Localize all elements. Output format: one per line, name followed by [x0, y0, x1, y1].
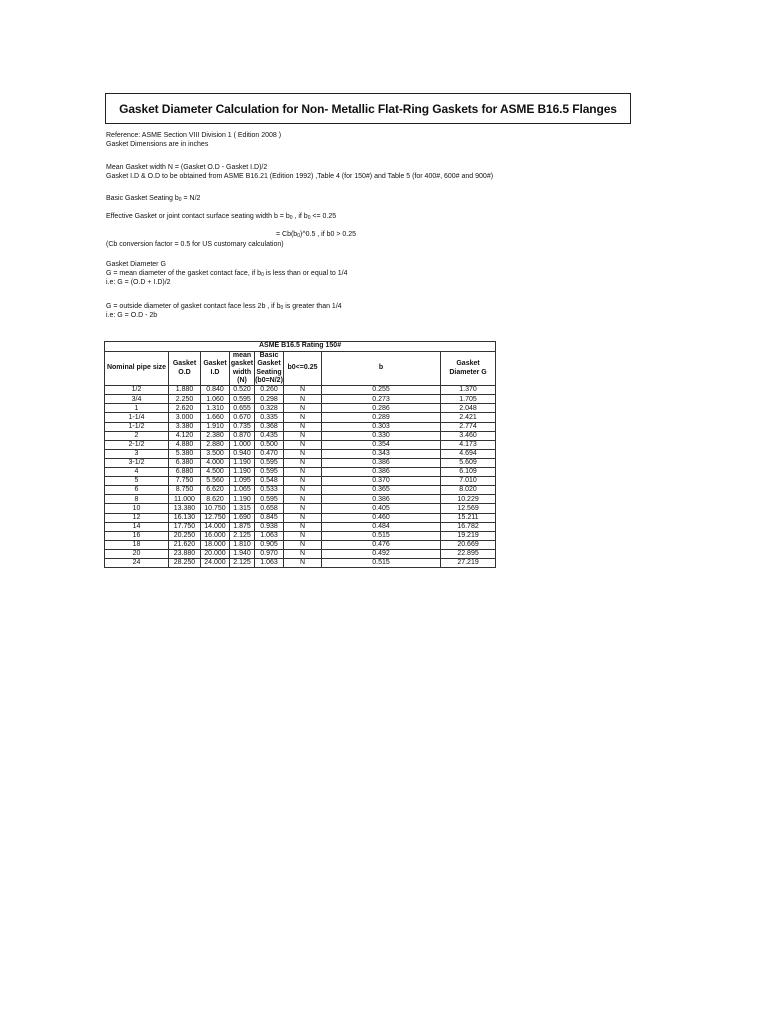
effective-alt: = Cb(b — [276, 231, 298, 238]
cell-b0: 0.470 — [255, 449, 284, 458]
cell-b0: 1.063 — [255, 531, 284, 540]
cell-n: 1.190 — [230, 468, 255, 477]
cell-check: N — [284, 449, 322, 458]
gd-rule1-sub: 0 — [261, 272, 264, 278]
cell-g: 2.421 — [441, 413, 496, 422]
cell-b0: 0.595 — [255, 458, 284, 467]
cell-check: N — [284, 486, 322, 495]
table-row — [105, 440, 496, 449]
gd-heading-text: Gasket Diameter G — [106, 261, 166, 268]
cell-n: 1.940 — [230, 549, 255, 558]
cell-check: N — [284, 468, 322, 477]
cell-b0: 0.298 — [255, 395, 284, 404]
cell-nps: 1-1/2 — [105, 422, 169, 431]
cell-id: 16.000 — [201, 531, 230, 540]
cell-g: 1.705 — [441, 395, 496, 404]
cell-n: 1.065 — [230, 486, 255, 495]
cell-n: 1.810 — [230, 540, 255, 549]
cell-id: 18.000 — [201, 540, 230, 549]
cell-n: 0.735 — [230, 422, 255, 431]
cell-b: 0.460 — [322, 513, 441, 522]
units-text: Gasket Dimensions are in inches — [106, 141, 209, 148]
cell-check: N — [284, 513, 322, 522]
cell-n: 0.595 — [230, 395, 255, 404]
basic-seating-post: = N/2 — [181, 195, 201, 202]
cell-od: 28.250 — [169, 558, 201, 567]
id-od-source-note — [106, 172, 493, 181]
cell-b0: 0.938 — [255, 522, 284, 531]
cell-od: 8.750 — [169, 486, 201, 495]
cell-nps: 14 — [105, 522, 169, 531]
cell-check: N — [284, 395, 322, 404]
cell-b: 0.515 — [322, 558, 441, 567]
cell-n: 1.875 — [230, 522, 255, 531]
cell-b0: 0.845 — [255, 513, 284, 522]
gd-eq2-note — [106, 311, 157, 320]
cell-od: 5.380 — [169, 449, 201, 458]
reference-text: Reference: ASME Section VIII Division 1 ( Edition 2008 ) — [106, 132, 282, 139]
gd-eq1-note — [106, 278, 171, 287]
cell-id: 1.060 — [201, 395, 230, 404]
cell-od: 4.880 — [169, 440, 201, 449]
effective-sub2: 0 — [307, 215, 311, 221]
table-body — [105, 386, 496, 568]
gasket-table — [104, 341, 496, 568]
cell-nps: 24 — [105, 558, 169, 567]
cell-g: 22.895 — [441, 549, 496, 558]
cell-id: 1.310 — [201, 404, 230, 413]
effective-alt-post: )^0.5 , if b0 > 0.25 — [300, 231, 357, 238]
cell-id: 3.500 — [201, 449, 230, 458]
cell-n: 0.520 — [230, 386, 255, 395]
cell-b: 0.405 — [322, 504, 441, 513]
units-note — [106, 140, 208, 149]
table-row — [105, 513, 496, 522]
col-header-n: mean gasket width (N) — [230, 352, 254, 384]
cell-b: 0.386 — [322, 495, 441, 504]
cell-b: 0.370 — [322, 477, 441, 486]
cell-id: 0.840 — [201, 386, 230, 395]
gd-eq1-text: i.e: G = (O.D + I.D)/2 — [106, 279, 171, 286]
cell-nps: 12 — [105, 513, 169, 522]
cell-nps: 2 — [105, 431, 169, 440]
col-header-od: Gasket O.D — [169, 352, 201, 386]
col-header-g: Gasket Diameter G — [441, 352, 496, 386]
cell-id: 12.750 — [201, 513, 230, 522]
cell-n: 1.190 — [230, 495, 255, 504]
cell-g: 5.609 — [441, 458, 496, 467]
col-header-b: b — [322, 352, 441, 386]
cell-id: 5.560 — [201, 477, 230, 486]
cell-n: 0.670 — [230, 413, 255, 422]
table-row — [105, 531, 496, 540]
cell-b: 0.286 — [322, 404, 441, 413]
table-row — [105, 413, 496, 422]
cell-b0: 0.658 — [255, 504, 284, 513]
cell-b: 0.354 — [322, 440, 441, 449]
cell-od: 7.750 — [169, 477, 201, 486]
cell-b0: 0.595 — [255, 495, 284, 504]
gasket-diameter-heading — [106, 260, 166, 269]
cell-check: N — [284, 458, 322, 467]
cell-n: 1.000 — [230, 440, 255, 449]
cell-nps: 4 — [105, 468, 169, 477]
cell-n: 1.315 — [230, 504, 255, 513]
basic-seating-pre: Basic Gasket Seating b — [106, 195, 179, 202]
cell-b: 0.484 — [322, 522, 441, 531]
cell-check: N — [284, 558, 322, 567]
cell-g: 20.669 — [441, 540, 496, 549]
cell-b: 0.343 — [322, 449, 441, 458]
table-row — [105, 431, 496, 440]
cell-check: N — [284, 549, 322, 558]
cell-n: 0.870 — [230, 431, 255, 440]
cell-b: 0.303 — [322, 422, 441, 431]
gd-rule2-post: is greater than 1/4 — [283, 303, 342, 310]
cell-id: 6.620 — [201, 486, 230, 495]
cell-check: N — [284, 504, 322, 513]
cell-nps: 18 — [105, 540, 169, 549]
cell-g: 12.569 — [441, 504, 496, 513]
cell-g: 2.048 — [441, 404, 496, 413]
cell-b0: 0.500 — [255, 440, 284, 449]
cell-g: 4.173 — [441, 440, 496, 449]
basic-seating-note — [106, 194, 200, 203]
reference-note — [106, 131, 281, 140]
cell-b0: 0.260 — [255, 386, 284, 395]
table-row — [105, 468, 496, 477]
cell-nps: 20 — [105, 549, 169, 558]
title-text: Gasket Diameter Calculation for Non- Metallic Flat-Ring Gaskets for ASME B16.5 Flanges — [119, 101, 617, 116]
cell-od: 21.620 — [169, 540, 201, 549]
gd-eq2-text: i.e: G = O.D - 2b — [106, 312, 158, 319]
cell-id: 1.910 — [201, 422, 230, 431]
cell-id: 2.380 — [201, 431, 230, 440]
cell-b: 0.365 — [322, 486, 441, 495]
cell-n: 0.655 — [230, 404, 255, 413]
basic-seating-sub: 0 — [178, 197, 182, 203]
cell-od: 20.250 — [169, 531, 201, 540]
cell-od: 13.380 — [169, 504, 201, 513]
cell-g: 1.370 — [441, 386, 496, 395]
cell-check: N — [284, 431, 322, 440]
cell-id: 1.660 — [201, 413, 230, 422]
cell-id: 8.620 — [201, 495, 230, 504]
cell-b0: 0.435 — [255, 431, 284, 440]
cell-n: 2.125 — [230, 558, 255, 567]
cell-g: 3.460 — [441, 431, 496, 440]
table-row — [105, 395, 496, 404]
table-row — [105, 477, 496, 486]
cell-check: N — [284, 386, 322, 395]
cell-g: 16.782 — [441, 522, 496, 531]
cell-b0: 0.335 — [255, 413, 284, 422]
col-header-check: b0<=0.25 — [284, 352, 322, 386]
cell-id: 10.750 — [201, 504, 230, 513]
cell-b0: 0.905 — [255, 540, 284, 549]
cell-nps: 1 — [105, 404, 169, 413]
col-header-nps: Nominal pipe size — [105, 352, 169, 386]
effective-mid: , if b — [292, 213, 308, 220]
cell-nps: 1-1/4 — [105, 413, 169, 422]
cell-b: 0.289 — [322, 413, 441, 422]
cb-factor-text: (Cb conversion factor = 0.5 for US customary calculation) — [106, 241, 284, 248]
gd-rule1-note — [106, 269, 348, 278]
cell-nps: 3-1/2 — [105, 458, 169, 467]
table-row — [105, 549, 496, 558]
cell-b: 0.273 — [322, 395, 441, 404]
cell-b: 0.386 — [322, 458, 441, 467]
cell-b: 0.492 — [322, 549, 441, 558]
table-row — [105, 522, 496, 531]
cell-nps: 3 — [105, 449, 169, 458]
effective-pre: Effective Gasket or joint contact surface seating width b = b — [106, 213, 290, 220]
table-row — [105, 558, 496, 567]
cell-check: N — [284, 477, 322, 486]
cell-b0: 0.368 — [255, 422, 284, 431]
cell-nps: 2-1/2 — [105, 440, 169, 449]
effective-sub1: 0 — [289, 215, 293, 221]
table-row — [105, 404, 496, 413]
cell-n: 1.095 — [230, 477, 255, 486]
cell-g: 27.219 — [441, 558, 496, 567]
table-row — [105, 386, 496, 395]
cell-g: 19.219 — [441, 531, 496, 540]
cell-check: N — [284, 404, 322, 413]
cell-id: 14.000 — [201, 522, 230, 531]
col-header-id: Gasket I.D — [201, 352, 230, 386]
table-row — [105, 458, 496, 467]
cell-od: 2.620 — [169, 404, 201, 413]
cell-od: 3.000 — [169, 413, 201, 422]
cell-check: N — [284, 495, 322, 504]
mean-width-note — [106, 163, 267, 172]
cell-od: 1.880 — [169, 386, 201, 395]
effective-width-alt-note — [276, 230, 356, 239]
cell-b: 0.330 — [322, 431, 441, 440]
cell-b0: 0.595 — [255, 468, 284, 477]
gd-rule2-pre: G = outside diameter of gasket contact face less 2b , if b — [106, 303, 281, 310]
cell-b: 0.255 — [322, 386, 441, 395]
effective-post: <= 0.25 — [310, 213, 337, 220]
cell-b0: 0.328 — [255, 404, 284, 413]
gd-rule1-post: is less than or equal to 1/4 — [263, 270, 348, 277]
table-row — [105, 486, 496, 495]
cell-nps: 1/2 — [105, 386, 169, 395]
table-row — [105, 422, 496, 431]
col-header-b0: Basic Gasket Seating (b0=N/2) — [255, 352, 283, 384]
cell-b: 0.386 — [322, 468, 441, 477]
table-row — [105, 449, 496, 458]
cell-nps: 8 — [105, 495, 169, 504]
cell-n: 2.125 — [230, 531, 255, 540]
cell-b0: 1.063 — [255, 558, 284, 567]
cell-b: 0.515 — [322, 531, 441, 540]
document-title — [105, 93, 631, 124]
cell-od: 3.380 — [169, 422, 201, 431]
cell-g: 6.109 — [441, 468, 496, 477]
cell-g: 8.020 — [441, 486, 496, 495]
cell-b0: 0.970 — [255, 549, 284, 558]
cell-id: 4.000 — [201, 458, 230, 467]
cell-b: 0.476 — [322, 540, 441, 549]
cell-id: 20.000 — [201, 549, 230, 558]
cell-check: N — [284, 522, 322, 531]
cell-n: 1.190 — [230, 458, 255, 467]
cell-check: N — [284, 440, 322, 449]
cell-g: 15.211 — [441, 513, 496, 522]
table-row — [105, 495, 496, 504]
cell-od: 17.750 — [169, 522, 201, 531]
mean-width-text: Mean Gasket width N = (Gasket O.D - Gasket I.D)/2 — [106, 164, 268, 171]
cell-n: 1.690 — [230, 513, 255, 522]
cell-g: 4.694 — [441, 449, 496, 458]
cell-b0: 0.548 — [255, 477, 284, 486]
cell-od: 6.880 — [169, 468, 201, 477]
cell-od: 23.880 — [169, 549, 201, 558]
table-row — [105, 504, 496, 513]
cb-factor-note — [106, 240, 284, 249]
cell-nps: 10 — [105, 504, 169, 513]
cell-nps: 6 — [105, 486, 169, 495]
table-row — [105, 540, 496, 549]
cell-check: N — [284, 422, 322, 431]
cell-b0: 0.533 — [255, 486, 284, 495]
gd-rule2-note — [106, 302, 342, 311]
cell-check: N — [284, 413, 322, 422]
cell-g: 10.229 — [441, 495, 496, 504]
cell-od: 11.000 — [169, 495, 201, 504]
effective-width-note — [106, 212, 336, 221]
cell-nps: 3/4 — [105, 395, 169, 404]
cell-od: 6.380 — [169, 458, 201, 467]
gd-rule1-pre: G = mean diameter of the gasket contact face, if b — [106, 270, 262, 277]
cell-od: 16.130 — [169, 513, 201, 522]
cell-g: 2.774 — [441, 422, 496, 431]
cell-od: 4.120 — [169, 431, 201, 440]
id-od-source-text: Gasket I.D & O.D to be obtained from ASME B16.21 (Edition 1992) ,Table 4 (for 150#) and Table 5 (for 400#, 600# and 900#) — [106, 173, 494, 180]
rating-header: ASME B16.5 Rating 150# — [105, 342, 496, 352]
cell-id: 4.500 — [201, 468, 230, 477]
cell-check: N — [284, 531, 322, 540]
cell-nps: 16 — [105, 531, 169, 540]
cell-id: 2.880 — [201, 440, 230, 449]
cell-id: 24.000 — [201, 558, 230, 567]
cell-nps: 5 — [105, 477, 169, 486]
effective-alt-sub: 0 — [297, 233, 300, 239]
cell-g: 7.010 — [441, 477, 496, 486]
cell-n: 0.940 — [230, 449, 255, 458]
cell-od: 2.250 — [169, 395, 201, 404]
gd-rule2-sub: 0 — [280, 305, 284, 311]
cell-check: N — [284, 540, 322, 549]
